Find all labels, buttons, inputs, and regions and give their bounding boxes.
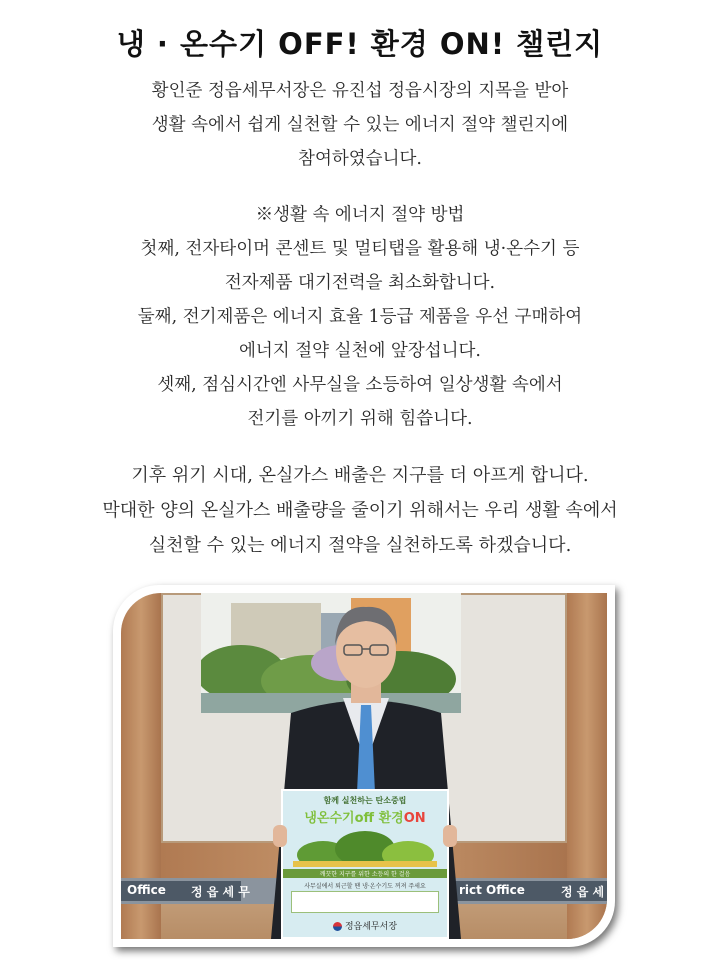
taegeuk-icon <box>333 922 342 931</box>
closing-paragraph <box>0 458 720 563</box>
wall-sign-office-name: 정 읍 세 무 <box>191 885 250 899</box>
methods-line: 셋째, 점심시간엔 사무실을 소등하여 일상생활 속에서 <box>157 375 563 395</box>
closing-line: 실천할 수 있는 에너지 절약을 실천하도록 하겠습니다. <box>148 535 572 556</box>
board-subline: 사무실에서 퇴근할 땐 냉·온수기도 꺼져 주세요 <box>304 883 426 890</box>
board-slogan-off: off <box>354 811 375 826</box>
board-org-name: 정읍세무서장 <box>344 922 398 932</box>
methods-line: 전기를 아끼기 위해 힘씁니다. <box>247 409 473 429</box>
board-slogan <box>283 807 447 826</box>
intro-line: 생활 속에서 쉽게 실천할 수 있는 에너지 절약 챌린지에 <box>151 115 569 135</box>
closing-line: 막대한 양의 온실가스 배출량을 줄이기 위해서는 우리 생활 속에서 <box>102 500 618 521</box>
challenge-photo <box>121 593 607 939</box>
intro-line: 황인준 정읍세무서장은 유진섭 정읍시장의 지목을 받아 <box>151 81 569 101</box>
board-trees-illustration <box>293 827 437 867</box>
board-slogan-middle: 환경 <box>378 811 404 826</box>
wall-sign-right-name: 정 읍 세 <box>561 885 605 899</box>
methods-line: 에너지 절약 실천에 앞장섭니다. <box>238 341 481 361</box>
wall-sign-left-text: Office <box>127 883 166 897</box>
board-slogan-on: ON <box>403 811 426 826</box>
challenge-board <box>281 789 449 939</box>
board-org <box>283 919 447 932</box>
methods-heading: ※생활 속 에너지 절약 방법 <box>255 205 465 225</box>
photo-frame <box>113 585 615 947</box>
intro-paragraph <box>0 74 720 176</box>
intro-line: 참여하였습니다. <box>298 149 422 169</box>
board-slogan-left: 냉온수기 <box>304 811 355 826</box>
methods-line: 첫째, 전자타이머 콘센트 및 멀티탭을 활용해 냉·온수기 등 <box>140 239 580 259</box>
wall-sign-right-text: rict Office <box>459 883 525 897</box>
board-header: 함께 실천하는 탄소중립 <box>323 796 407 805</box>
board-info-boxes <box>291 891 439 913</box>
methods-line: 전자제품 대기전력을 최소화합니다. <box>224 273 496 293</box>
methods-line: 둘째, 전기제품은 에너지 효율 1등급 제품을 우선 구매하여 <box>137 307 583 327</box>
methods-paragraph <box>0 198 720 436</box>
hand-right <box>443 825 457 847</box>
closing-line: 기후 위기 시대, 온실가스 배출은 지구를 더 아프게 합니다. <box>131 465 589 486</box>
hand-left <box>273 825 287 847</box>
page-title: 냉 · 온수기 OFF! 환경 ON! 챌린지 <box>116 27 604 61</box>
board-subtitle: 깨끗한 지구를 위한 소등의 한 걸음 <box>283 869 447 878</box>
